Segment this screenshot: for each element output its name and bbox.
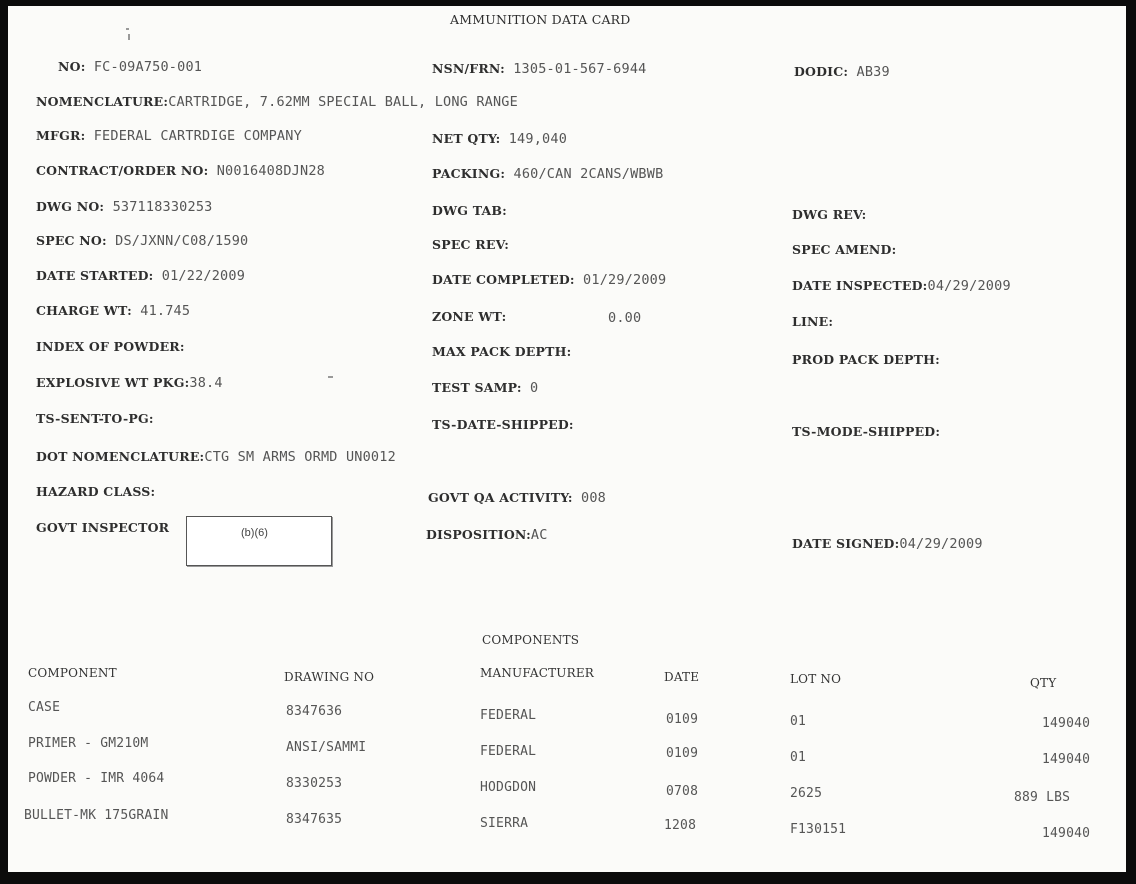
col-header-drawing-no: DRAWING NO: [284, 670, 375, 684]
govt-qa-value: 008: [581, 490, 606, 506]
line-label: LINE:: [792, 314, 834, 329]
table-cell-qty: 889 LBS: [1014, 790, 1071, 805]
dwg-rev-field: [792, 207, 866, 223]
date-completed-value: 01/29/2009: [583, 272, 667, 288]
date-signed-label: DATE SIGNED:: [792, 536, 900, 551]
disposition-value: AC: [530, 527, 548, 543]
table-cell-manufacturer: SIERRA: [480, 816, 529, 831]
index-powder-label: INDEX OF POWDER:: [36, 339, 185, 354]
table-cell-qty: 149040: [1042, 826, 1091, 841]
table-cell-component: PRIMER - GM210M: [28, 736, 149, 751]
dodic-label: DODIC:: [794, 64, 849, 79]
scan-mark: [328, 376, 333, 378]
spec-no-field: [36, 233, 248, 249]
table-cell-qty: 149040: [1042, 752, 1091, 767]
ts-sent-label: TS-SENT-TO-PG:: [36, 411, 154, 426]
disposition-label: DISPOSITION:: [426, 527, 531, 542]
explosive-label: EXPLOSIVE WT PKG:: [36, 375, 190, 390]
date-signed-value: 04/29/2009: [899, 536, 983, 552]
date-started-value: 01/22/2009: [161, 268, 246, 284]
col-header-date: DATE: [664, 670, 700, 684]
dwg-no-value: 537118330253: [112, 199, 213, 215]
explosive-value: 38.4: [189, 375, 223, 391]
nsn-field: [432, 61, 646, 77]
table-cell-lot-no: 01: [790, 750, 807, 765]
max-pack-label: MAX PACK DEPTH:: [432, 344, 572, 359]
nsn-label: NSN/FRN:: [432, 61, 505, 76]
index-powder-field: [36, 339, 185, 355]
no-label: NO:: [58, 59, 86, 74]
col-header-component: COMPONENT: [28, 666, 117, 680]
scan-mark: [128, 34, 130, 40]
packing-value: 460/CAN 2CANS/WBWB: [513, 166, 664, 182]
date-signed-field: [792, 536, 983, 552]
test-samp-label: TEST SAMP:: [432, 380, 522, 395]
hazard-label: HAZARD CLASS:: [36, 484, 156, 499]
no-value: FC-09A750-001: [93, 59, 203, 75]
table-cell-date: 1208: [664, 818, 697, 833]
zone-wt-label: ZONE WT:: [432, 309, 507, 324]
ts-date-label: TS-DATE-SHIPPED:: [432, 417, 574, 432]
govt-qa-label: GOVT QA ACTIVITY:: [428, 490, 573, 505]
spec-rev-label: SPEC REV:: [432, 237, 510, 252]
spec-amend-field: [792, 242, 896, 258]
dodic-value: AB39: [856, 64, 890, 80]
govt-inspector-field: [36, 520, 169, 536]
contract-value: N0016408DJN28: [216, 163, 325, 179]
explosive-field: [36, 375, 223, 391]
ts-date-field: [432, 417, 574, 433]
max-pack-field: [432, 344, 571, 360]
redaction-code: (b)(6): [241, 527, 268, 539]
table-cell-date: 0109: [666, 746, 699, 761]
dot-nomenclature-field: [36, 449, 396, 465]
spec-no-value: DS/JXNN/C08/1590: [115, 233, 249, 249]
table-cell-drawing-no: ANSI/SAMMI: [286, 740, 367, 755]
mfgr-label: MFGR:: [36, 128, 86, 143]
disposition-field: [426, 527, 548, 543]
charge-wt-value: 41.745: [140, 303, 191, 319]
table-cell-date: 0708: [666, 784, 699, 799]
line-field: [792, 314, 833, 330]
table-cell-component: BULLET-MK 175GRAIN: [24, 808, 169, 823]
hazard-field: [36, 484, 155, 500]
date-started-label: DATE STARTED:: [36, 268, 154, 283]
dwg-tab-label: DWG TAB:: [432, 203, 508, 218]
packing-label: PACKING:: [432, 166, 506, 181]
table-cell-manufacturer: FEDERAL: [480, 708, 537, 723]
ts-sent-field: [36, 411, 154, 427]
net-qty-field: [432, 131, 567, 147]
prod-pack-field: [792, 352, 940, 368]
dwg-no-label: DWG NO:: [36, 199, 105, 214]
dwg-tab-field: [432, 203, 507, 219]
charge-wt-field: [36, 303, 190, 319]
redaction-box: [186, 516, 332, 566]
prod-pack-label: PROD PACK DEPTH:: [792, 352, 940, 367]
nsn-value: 1305-01-567-6944: [513, 61, 647, 77]
govt-inspector-label: GOVT INSPECTOR: [36, 520, 170, 535]
nomenclature-field: [36, 94, 518, 110]
table-cell-component: POWDER - IMR 4064: [28, 771, 165, 786]
table-cell-qty: 149040: [1042, 716, 1091, 731]
date-completed-field: [432, 272, 666, 288]
test-samp-value: 0: [529, 380, 539, 396]
col-header-lot-no: LOT NO: [790, 672, 842, 686]
charge-wt-label: CHARGE WT:: [36, 303, 132, 318]
test-samp-field: [432, 380, 538, 396]
dwg-rev-label: DWG REV:: [792, 207, 867, 222]
table-cell-drawing-no: 8330253: [286, 776, 343, 791]
date-started-field: [36, 268, 245, 284]
net-qty-label: NET QTY:: [432, 131, 501, 146]
spec-rev-field: [432, 237, 509, 253]
col-header-manufacturer: MANUFACTURER: [480, 666, 595, 680]
dodic-field: [794, 64, 890, 80]
scan-mark: [126, 28, 129, 30]
spec-amend-label: SPEC AMEND:: [792, 242, 897, 257]
dot-nomenclature-value: CTG SM ARMS ORMD UN0012: [204, 449, 396, 465]
table-cell-lot-no: 01: [790, 714, 807, 729]
table-cell-component: CASE: [28, 700, 61, 715]
net-qty-value: 149,040: [508, 131, 568, 147]
govt-qa-field: [428, 490, 606, 506]
contract-label: CONTRACT/ORDER NO:: [36, 163, 209, 178]
dwg-no-field: [36, 199, 213, 215]
nomenclature-value: CARTRIDGE, 7.62MM SPECIAL BALL, LONG RANGE: [168, 94, 518, 110]
table-cell-drawing-no: 8347636: [286, 704, 343, 719]
date-completed-label: DATE COMPLETED:: [432, 272, 575, 287]
components-title: COMPONENTS: [482, 633, 580, 647]
zone-wt-field: [432, 309, 506, 325]
dot-nomenclature-label: DOT NOMENCLATURE:: [36, 449, 205, 464]
ts-mode-label: TS-MODE-SHIPPED:: [792, 424, 941, 439]
date-inspected-field: [792, 278, 1011, 294]
table-cell-drawing-no: 8347635: [286, 812, 343, 827]
mfgr-field: [36, 128, 302, 144]
ts-mode-field: [792, 424, 940, 440]
spec-no-label: SPEC NO:: [36, 233, 107, 248]
nomenclature-label: NOMENCLATURE:: [36, 94, 169, 109]
table-cell-manufacturer: FEDERAL: [480, 744, 537, 759]
table-cell-date: 0109: [666, 712, 699, 727]
ammunition-data-card: [8, 6, 1126, 872]
no-field: [58, 59, 202, 75]
table-cell-manufacturer: HODGDON: [480, 780, 537, 795]
table-cell-lot-no: F130151: [790, 822, 847, 837]
packing-field: [432, 166, 663, 182]
col-header-qty: QTY: [1030, 676, 1057, 690]
table-cell-lot-no: 2625: [790, 786, 823, 801]
mfgr-value: FEDERAL CARTRDIGE COMPANY: [93, 128, 302, 144]
contract-field: [36, 163, 325, 179]
card-title: AMMUNITION DATA CARD: [450, 12, 631, 27]
date-inspected-value: 04/29/2009: [927, 278, 1011, 294]
zone-wt-value: 0.00: [608, 310, 642, 326]
date-inspected-label: DATE INSPECTED:: [792, 278, 928, 293]
